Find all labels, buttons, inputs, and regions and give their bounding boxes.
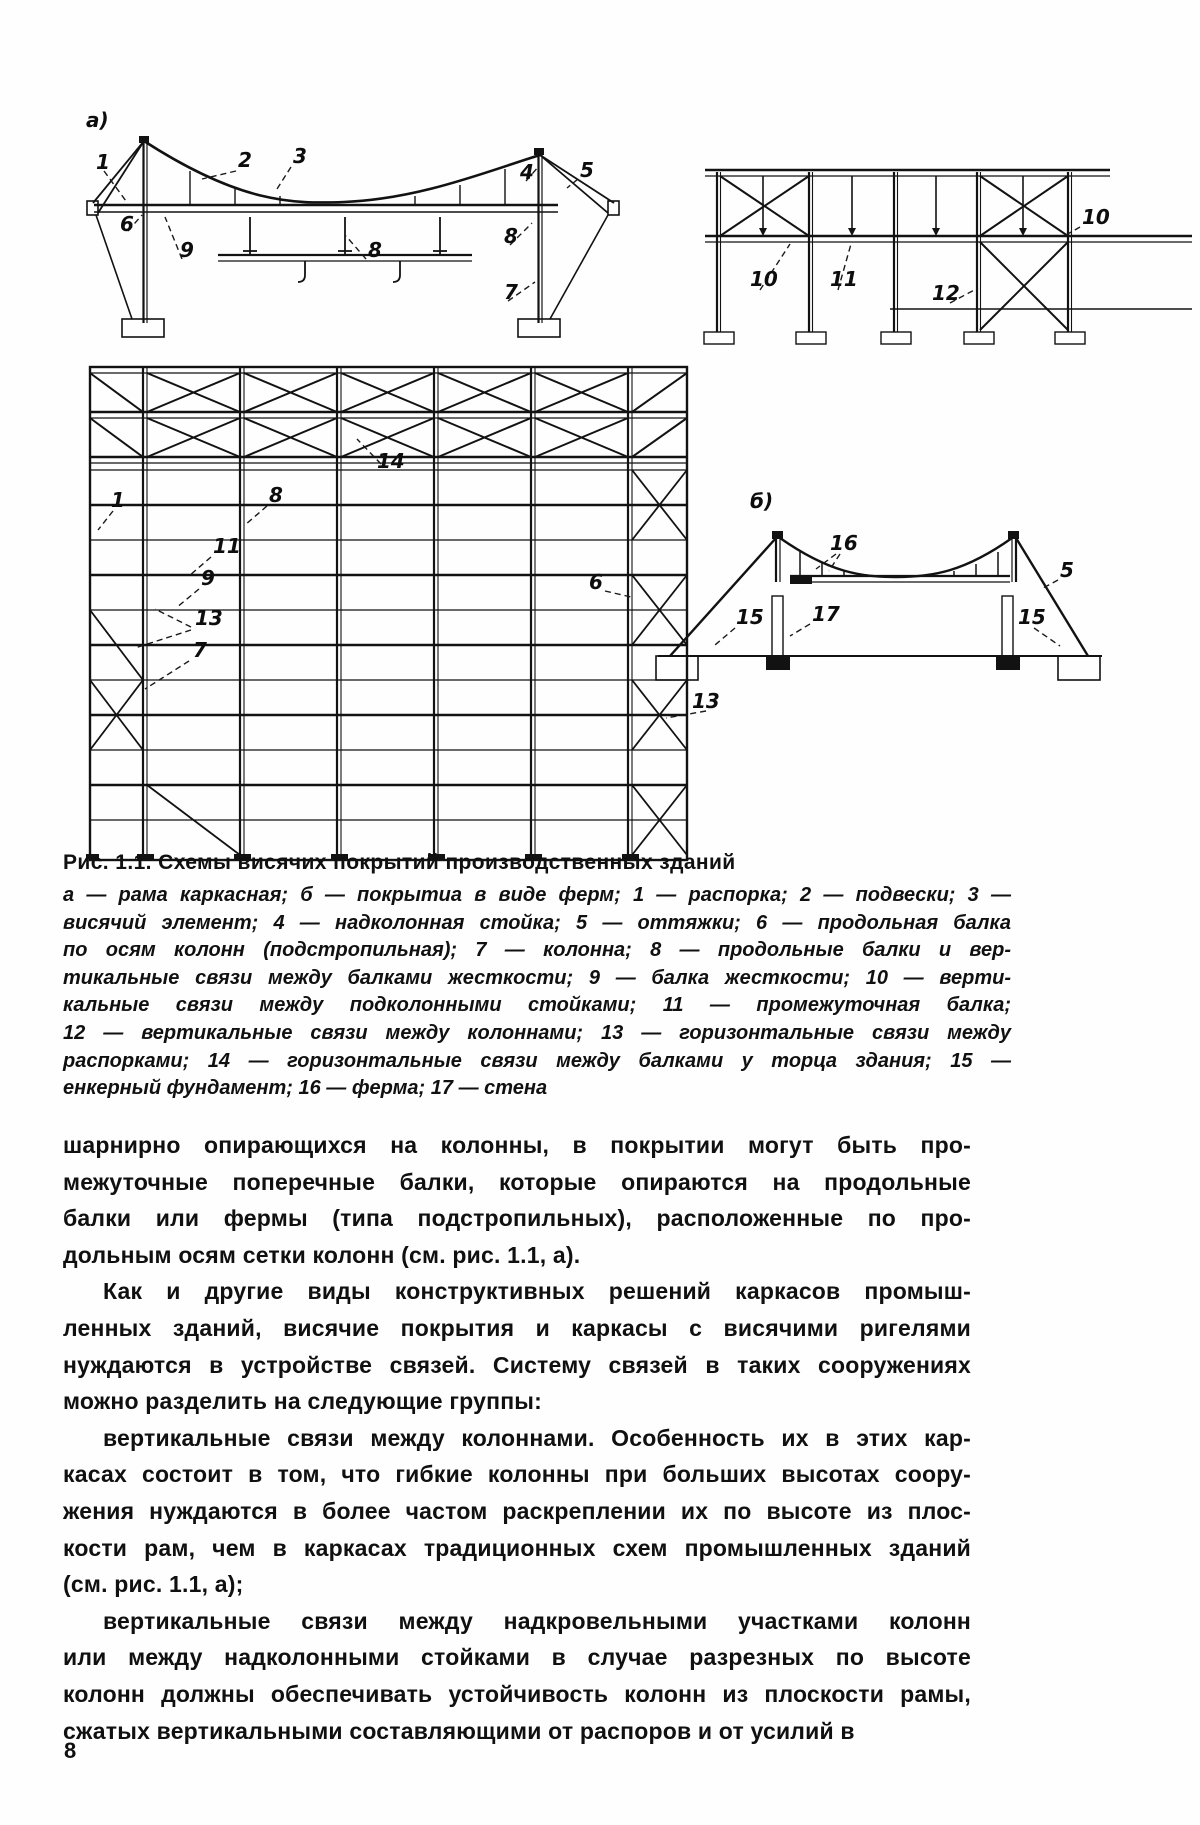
figure-label: 10: [750, 267, 778, 291]
leader-lines: [666, 554, 1060, 718]
text-line: ленных зданий, висячие покрытия и каркасы с висячими ригелями: [63, 1314, 971, 1341]
text-line: а — рама каркасная; б — покрытиа в виде ферм; 1 — распорка; 2 — подвески; 3 —: [63, 884, 1011, 906]
structure-lines: [86, 367, 687, 860]
text-line: шарнирно опирающихся на колонны, в покрытии могут быть про-: [63, 1132, 971, 1158]
text-line: дольным осям сетки колонн (см. рис. 1.1, а).: [63, 1241, 581, 1268]
text-line: распорками; 14 — горизонтальные связи между балками у торца здания; 15 —: [63, 1049, 1011, 1072]
text-line: жения нуждаются в более частом раскреплении их по высоте из плос-: [63, 1497, 971, 1524]
text-line: межуточные поперечные балки, которые опираются на продольные: [63, 1168, 971, 1195]
figure-label: 14: [377, 449, 405, 473]
figure-label: 11: [830, 267, 858, 291]
figure-caption-title: Рис. 1.1. Схемы висячих покрытий производственных зданий: [63, 851, 736, 874]
figure-label: 8: [269, 483, 283, 507]
text-line: сжатых вертикальными составляющими от распоров и от усилий в: [63, 1717, 855, 1744]
figure-label: б): [750, 489, 774, 513]
text-line: вертикальные связи между надкровельными участками колонн: [103, 1607, 971, 1634]
figure-label: 15: [1018, 605, 1046, 629]
diagram-b-truss-covering: [640, 410, 1185, 720]
figure-label: 15: [736, 605, 764, 629]
figure-label: 7: [504, 280, 518, 304]
text-line: кости рам, чем в каркасах традиционных схем промышленных зданий: [63, 1534, 971, 1561]
text-line: балки или фермы (типа подстропильных), расположенные по про-: [63, 1205, 971, 1232]
body-text: [63, 1127, 971, 1749]
text-line: висячий элемент; 4 — надколонная стойка; 5 — оттяжки; 6 — продольная балка: [63, 911, 1011, 934]
figure-label: 12: [932, 281, 960, 305]
figure-label: а): [86, 108, 109, 132]
figure-label: 17: [812, 602, 840, 626]
diagram-a-suspension-frame: [80, 105, 625, 355]
figure-caption-legend: [63, 882, 1011, 1103]
text-line: вертикальные связи между колоннами. Особенность их в этих кар-: [103, 1424, 971, 1451]
structure-lines: [87, 136, 619, 337]
figure-label: 5: [580, 158, 594, 182]
figure-label: 6: [589, 570, 603, 594]
figure-label: 5: [1060, 558, 1074, 582]
figure-label: 2: [238, 148, 252, 172]
figure-label: 4: [520, 160, 534, 184]
text-line: нуждаются в устройстве связей. Систему связей в таких сооружениях: [63, 1351, 971, 1378]
text-line: кальные связи между подколонными стойками; 11 — промежуточная балка;: [63, 994, 1011, 1017]
figure-label: 8: [368, 238, 382, 262]
figure-label: 13: [692, 689, 720, 713]
text-line: тикальные связи между балками жесткости; 9 — балка жесткости; 10 — верти-: [63, 966, 1011, 989]
figure-label: 1: [96, 150, 110, 174]
diagram-roof-plan: [85, 355, 695, 875]
figure-label: 11: [213, 534, 241, 558]
diagram-b-labels: [692, 489, 1074, 713]
text-line: можно разделить на следующие группы:: [63, 1388, 542, 1415]
figure-label: 3: [293, 144, 307, 168]
figure-label: 7: [193, 638, 207, 662]
structure-lines: [704, 170, 1192, 344]
figure-caption: [63, 851, 1011, 1103]
text-line: 12 — вертикальные связи между колоннами; 13 — горизонтальные связи между: [63, 1021, 1011, 1044]
figure-label: 9: [201, 566, 215, 590]
text-line: енкерный фундамент; 16 — ферма; 17 — стена: [63, 1077, 548, 1100]
figure-label: 6: [120, 212, 134, 236]
figure-label: 8: [504, 224, 518, 248]
leader-lines: [98, 439, 631, 689]
figure-label: 13: [195, 606, 223, 630]
text-line: касах состоит в том, что гибкие колонны при больших высотах соору-: [63, 1461, 971, 1488]
text-line: (см. рис. 1.1, а);: [63, 1571, 244, 1598]
figure-label: 9: [180, 238, 194, 262]
diagram-longitudinal-section: [620, 130, 1195, 355]
text-line: колонн должны обеспечивать устойчивость колонн из плоскости рамы,: [63, 1680, 971, 1707]
figure-label: 1: [111, 488, 125, 512]
text-line: по осям колонн (подстропильная); 7 — колонна; 8 — продольные балки и вер-: [63, 939, 1011, 962]
diagram-plan-labels: [111, 449, 603, 662]
page-number: 8: [64, 1738, 77, 1763]
text-line: Как и другие виды конструктивных решений каркасов промыш-: [103, 1278, 971, 1305]
figure-label: 16: [830, 531, 858, 555]
text-line: или между надколонными стойками в случае разрезных по высоте: [63, 1644, 971, 1671]
figure-label: 10: [1082, 205, 1110, 229]
